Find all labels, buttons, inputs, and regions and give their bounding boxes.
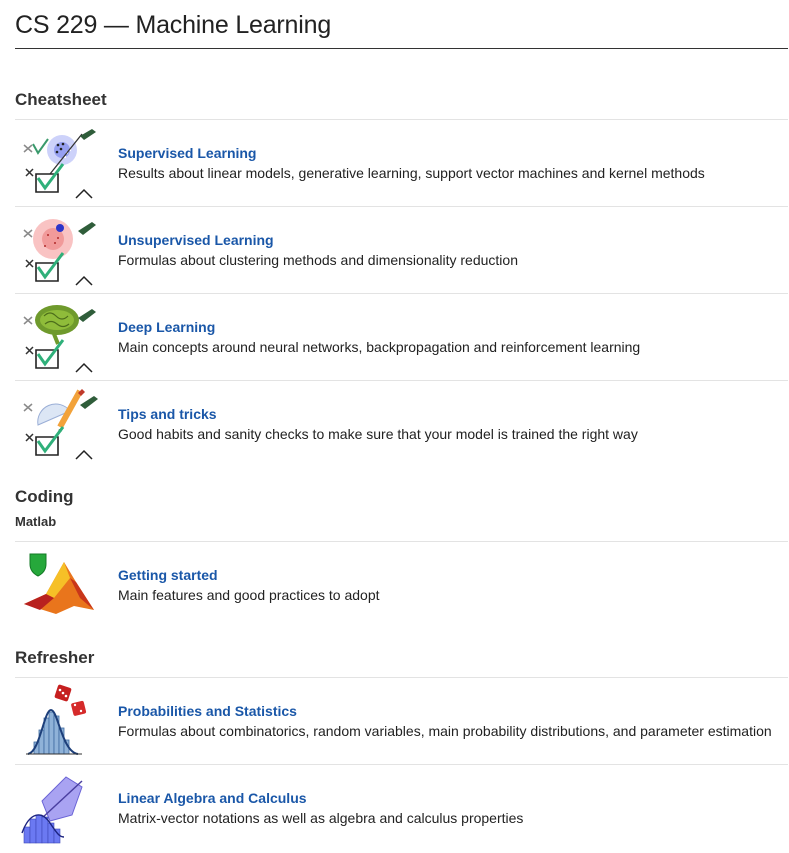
subheading-matlab: Matlab — [15, 514, 57, 529]
supervised-learning-icon — [20, 126, 98, 200]
item-description: Main features and good practices to adopt — [118, 587, 380, 603]
probability-icon — [20, 684, 98, 758]
matlab-icon — [20, 548, 98, 622]
item-description: Results about linear models, generative learning, support vector machines and kernel methods — [118, 165, 705, 181]
section-heading-coding: Coding — [15, 487, 74, 506]
section-heading-cheatsheet: Cheatsheet — [15, 90, 107, 109]
list-item-unsupervised-learning — [15, 207, 788, 293]
item-link-supervised-learning[interactable]: Supervised Learning — [118, 145, 257, 161]
section-heading-refresher: Refresher — [15, 648, 95, 667]
tips-tricks-icon — [20, 387, 98, 461]
deep-learning-icon — [20, 300, 98, 374]
item-description: Main concepts around neural networks, backpropagation and reinforcement learning — [118, 339, 641, 355]
item-description: Good habits and sanity checks to make sure that your model is trained the right way — [118, 426, 638, 442]
item-description: Matrix-vector notations as well as algebra and calculus properties — [118, 810, 524, 826]
unsupervised-learning-icon — [20, 213, 98, 287]
list-item-tips-and-tricks — [15, 381, 788, 467]
item-description: Formulas about combinatorics, random variables, main probability distributions, and parameter estimation — [118, 723, 772, 739]
item-link-linear-algebra-calculus[interactable]: Linear Algebra and Calculus — [118, 790, 307, 806]
title-divider — [15, 48, 788, 49]
linear-algebra-icon — [20, 771, 98, 845]
item-link-unsupervised-learning[interactable]: Unsupervised Learning — [118, 232, 274, 248]
list-item-linear-algebra-calculus — [15, 765, 788, 851]
item-link-getting-started[interactable]: Getting started — [118, 567, 218, 583]
list-item-probabilities-statistics — [15, 678, 788, 764]
item-link-deep-learning[interactable]: Deep Learning — [118, 319, 216, 335]
list-item-getting-started — [15, 542, 788, 628]
list-item-deep-learning — [15, 294, 788, 380]
item-description: Formulas about clustering methods and dimensionality reduction — [118, 252, 518, 268]
item-link-probabilities-statistics[interactable]: Probabilities and Statistics — [118, 703, 297, 719]
page-title: CS 229 — Machine Learning — [15, 11, 332, 39]
item-link-tips-and-tricks[interactable]: Tips and tricks — [118, 406, 217, 422]
list-item-supervised-learning — [15, 120, 788, 206]
